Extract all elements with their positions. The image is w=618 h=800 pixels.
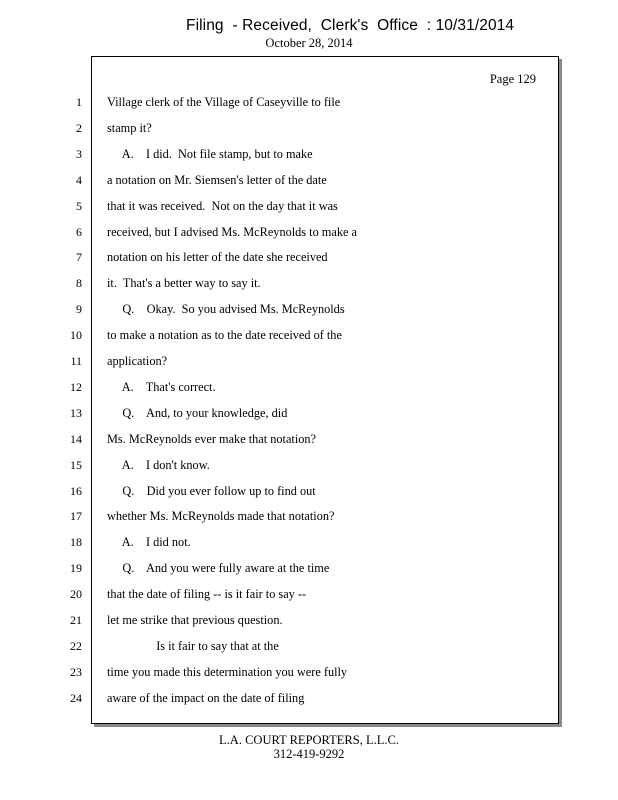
line-number: 9 [76, 302, 82, 316]
line-number: 13 [70, 406, 82, 420]
line-text: application? [107, 354, 168, 368]
line-number: 24 [70, 691, 82, 705]
line-text: Ms. McReynolds ever make that notation? [107, 432, 316, 446]
line-number: 1 [76, 95, 82, 109]
filing-stamp: Filing - Received, Clerk's Office : 10/31/2014 [186, 17, 515, 34]
line-text: Q. Did you ever follow up to find out [107, 484, 316, 498]
line-number: 19 [70, 561, 82, 575]
line-text: stamp it? [107, 121, 152, 135]
line-text: A. I don't know. [107, 458, 210, 472]
line-number: 17 [70, 509, 82, 523]
line-text: to make a notation as to the date received of the [107, 328, 342, 342]
line-number: 5 [76, 199, 82, 213]
transcript-date: October 28, 2014 [265, 36, 353, 50]
line-text: Q. And, to your knowledge, did [107, 406, 288, 420]
line-number: 22 [70, 639, 82, 653]
line-number: 20 [70, 587, 82, 601]
line-number: 21 [70, 613, 82, 627]
line-number: 6 [76, 225, 82, 239]
line-text: a notation on Mr. Siemsen's letter of the date [107, 173, 327, 187]
line-number: 10 [70, 328, 82, 342]
line-text: let me strike that previous question. [107, 613, 283, 627]
line-text: that it was received. Not on the day that it was [107, 199, 338, 213]
line-number: 23 [70, 665, 82, 679]
line-text: notation on his letter of the date she received [107, 250, 328, 264]
footer [0, 733, 618, 761]
line-text: Q. Okay. So you advised Ms. McReynolds [107, 302, 345, 316]
line-number: 3 [76, 147, 82, 161]
line-text: A. I did. Not file stamp, but to make [107, 147, 313, 161]
line-number: 12 [70, 380, 82, 394]
line-text: aware of the impact on the date of filing [107, 691, 305, 705]
line-text: that the date of filing -- is it fair to say -- [107, 587, 307, 601]
line-text: Q. And you were fully aware at the time [107, 561, 330, 575]
line-text: it. That's a better way to say it. [107, 276, 261, 290]
line-text: A. That's correct. [107, 380, 216, 394]
line-number: 15 [70, 458, 82, 472]
line-text: Is it fair to say that at the [107, 639, 279, 653]
page-number: Page 129 [489, 72, 536, 86]
line-number: 16 [70, 484, 82, 498]
line-number: 8 [76, 276, 82, 290]
line-number: 7 [76, 250, 82, 264]
line-text: Village clerk of the Village of Caseyville to file [107, 95, 341, 109]
line-number: 4 [76, 173, 82, 187]
line-text: time you made this determination you were fully [107, 665, 348, 679]
reporter-phone: 312-419-9292 [273, 747, 345, 761]
line-text: A. I did not. [107, 535, 191, 549]
line-text: whether Ms. McReynolds made that notation? [107, 509, 335, 523]
line-number: 14 [70, 432, 82, 446]
reporter-company: L.A. COURT REPORTERS, L.L.C. [219, 733, 399, 747]
line-text: received, but I advised Ms. McReynolds to make a [107, 225, 357, 239]
line-number: 11 [70, 354, 82, 368]
line-number: 2 [76, 121, 82, 135]
line-number: 18 [70, 535, 82, 549]
